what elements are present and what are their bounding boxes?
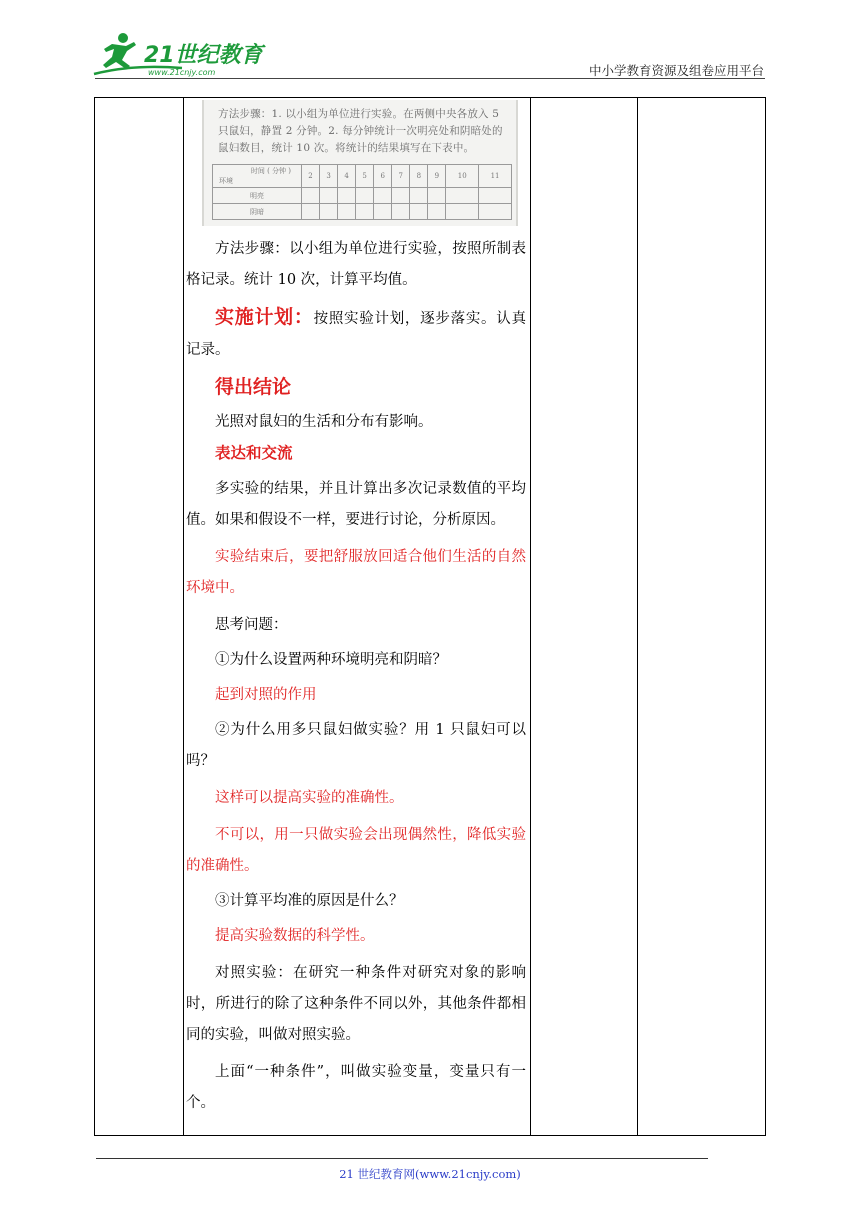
variable-paragraph: 上面“一种条件”，叫做实验变量，变量只有一个。 xyxy=(186,1064,526,1111)
scan-time-label: 时间 ( 分钟 ) xyxy=(250,167,291,175)
answer-2b: 不可以，用一只做实验会出现偶然性，降低实验的准确性。 xyxy=(186,827,526,874)
logo-url-text: www.21cnjy.com xyxy=(148,68,216,77)
scan-minute-cell: 5 xyxy=(356,165,374,188)
header-divider xyxy=(95,78,765,79)
plan-paragraph xyxy=(186,302,526,366)
plan-text: 按照实验计划，逐步落实。认真记录。 xyxy=(186,311,526,358)
conclusion-paragraph: 光照对鼠妇的生活和分布有影响。 xyxy=(215,414,433,430)
scan-minute-cell: 11 xyxy=(479,165,512,188)
controlled-experiment-paragraph: 对照实验：在研究一种条件对研究对象的影响时，所进行的除了这种条件不同以外，其他条件都相同的实验，叫做对照实验。 xyxy=(186,965,526,1043)
answer-3: 提高实验数据的科学性。 xyxy=(215,928,375,944)
conclusion-heading-line xyxy=(186,372,526,405)
scan-minute-cell: 3 xyxy=(320,165,338,188)
scan-minute-cell: 9 xyxy=(428,165,446,188)
question-2: ②为什么用多只鼠妇做实验？用 1 只鼠妇可以吗？ xyxy=(186,722,526,769)
question-3: ③计算平均准的原因是什么？ xyxy=(215,893,404,909)
scan-minute-cell: 4 xyxy=(338,165,356,188)
logo-main-text: 21世纪教育 xyxy=(144,43,263,68)
lesson-content xyxy=(186,100,526,1119)
scan-record-table xyxy=(212,164,512,220)
scan-row-label: 阴暗 xyxy=(213,204,302,220)
express-heading-line xyxy=(186,438,526,470)
platform-name: 中小学教育资源及组卷应用平台 xyxy=(588,63,764,78)
scan-minute-cell: 7 xyxy=(392,165,410,188)
answer-2a: 这样可以提高实验的准确性。 xyxy=(215,790,404,806)
table-column-divider xyxy=(530,97,531,1136)
site-logo xyxy=(92,30,267,80)
table-column-divider xyxy=(183,97,184,1136)
scan-minute-cell: 8 xyxy=(410,165,428,188)
footer-site-link[interactable]: 21 世纪教育网(www.21cnjy.com) xyxy=(339,1167,521,1181)
scan-minute-cell: 6 xyxy=(374,165,392,188)
plan-heading: 实施计划： xyxy=(215,306,314,328)
questions-label: 思考问题： xyxy=(215,617,288,633)
release-paragraph: 实验结束后，要把舒服放回适合他们生活的自然环境中。 xyxy=(186,549,526,596)
question-1: ①为什么设置两种环境明亮和阴暗？ xyxy=(215,652,447,668)
scan-minute-cell: 2 xyxy=(302,165,320,188)
conclusion-heading: 得出结论 xyxy=(215,376,292,398)
scan-method-text: 方法步骤：1. 以小组为单位进行实验。在两侧中央各放入 5 只鼠妇，静置 2 分钟。2. 每分钟统计一次明亮处和阴暗处的鼠妇数目，统计 10 次。将统计的结果填写在下表中。 xyxy=(218,108,503,154)
answer-1: 起到对照的作用 xyxy=(215,687,317,703)
express-paragraph: 多实验的结果，并且计算出多次记录数值的平均值。如果和假设不一样，要进行讨论，分析原因。 xyxy=(186,481,526,528)
scan-table-header xyxy=(213,165,302,188)
scan-row-label: 明亮 xyxy=(213,188,302,204)
express-heading: 表达和交流 xyxy=(215,444,293,462)
scan-env-label: 环境 xyxy=(219,177,233,185)
method-paragraph: 方法步骤：以小组为单位进行实验，按照所制表格记录。统计 10 次，计算平均值。 xyxy=(186,241,526,288)
footer-divider xyxy=(96,1158,708,1159)
scanned-textbook-image xyxy=(202,100,518,226)
scan-minute-cell: 10 xyxy=(446,165,479,188)
table-column-divider xyxy=(637,97,638,1136)
